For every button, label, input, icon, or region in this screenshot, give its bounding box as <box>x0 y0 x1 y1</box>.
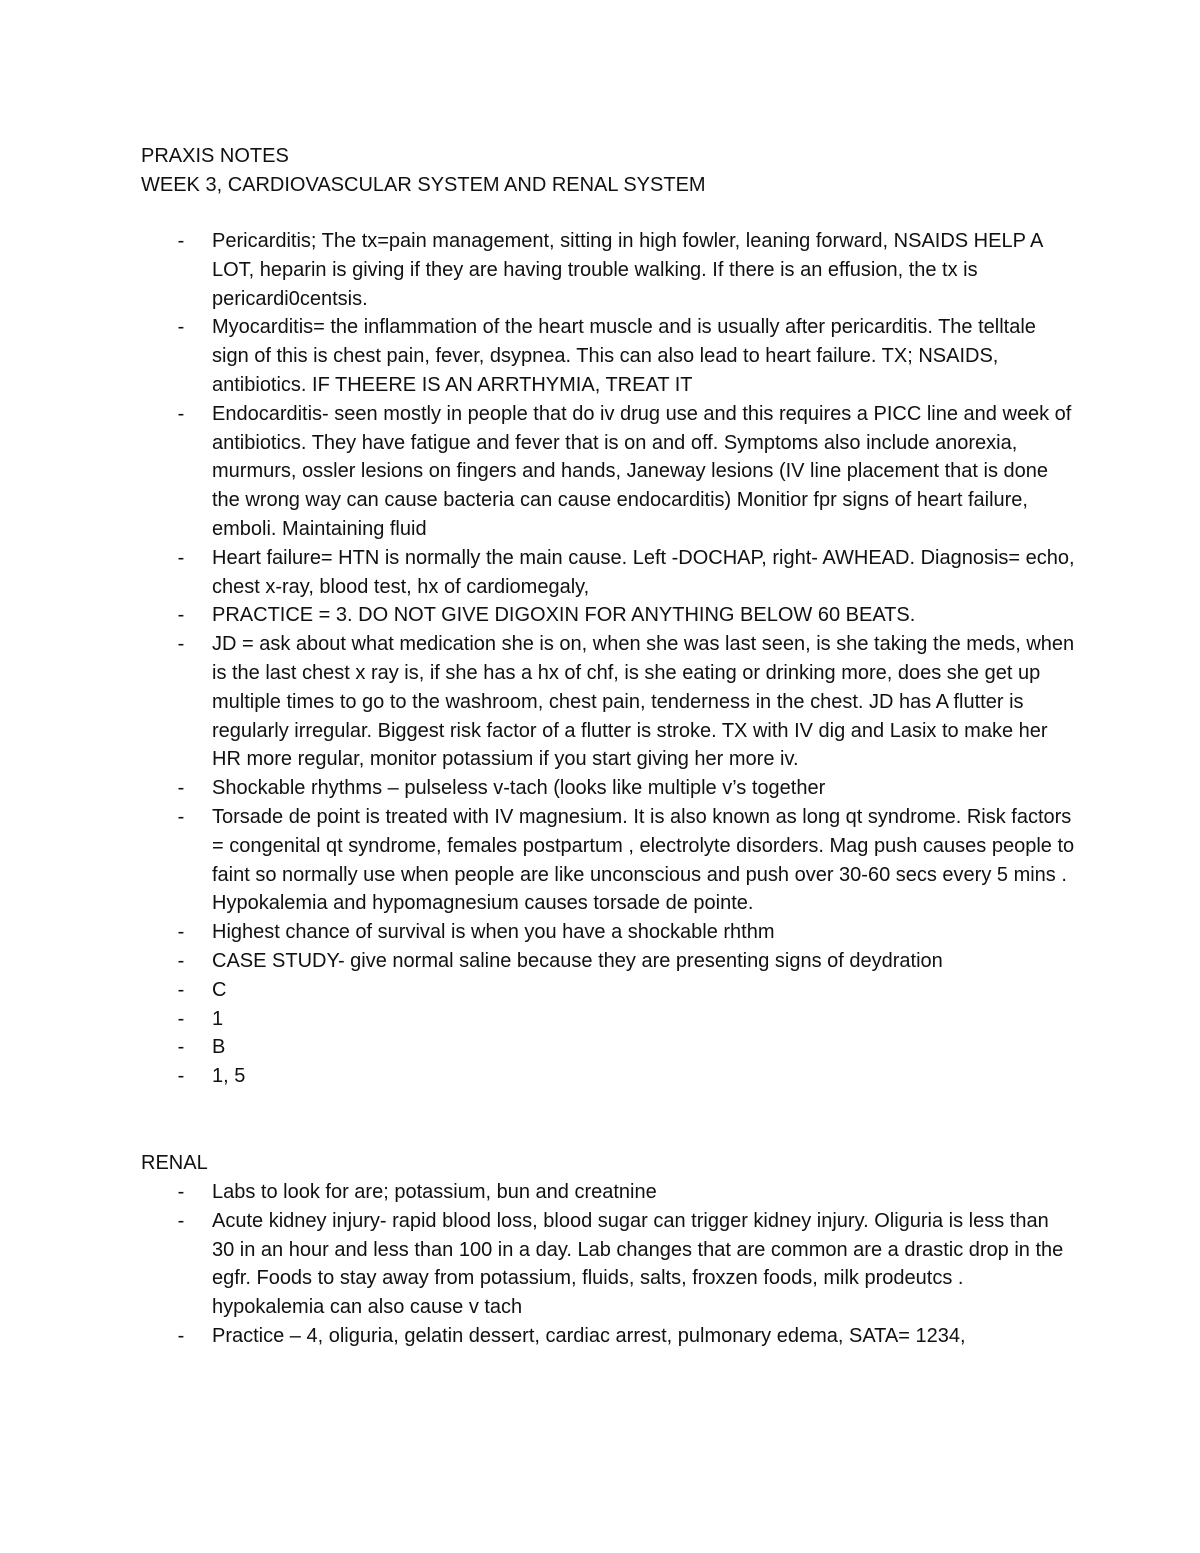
document-title: PRAXIS NOTES <box>141 145 289 167</box>
list-item <box>141 774 1076 803</box>
bullet-dash: - <box>177 1036 185 1059</box>
bullet-dash: - <box>177 921 185 944</box>
list-item-text: PRACTICE = 3. DO NOT GIVE DIGOXIN FOR ANYTHING BELOW 60 BEATS. <box>212 604 916 627</box>
bullet-dash: - <box>177 230 185 252</box>
cardio-notes-list <box>141 227 1076 1091</box>
list-item <box>141 630 1076 774</box>
bullet-dash: - <box>177 633 185 656</box>
list-item <box>141 544 1076 602</box>
bullet-dash: - <box>177 949 185 972</box>
renal-notes-list <box>141 1178 1076 1351</box>
list-item-text: 1 <box>212 1007 224 1030</box>
bullet-dash: - <box>177 604 185 627</box>
section-gap <box>141 1091 1076 1149</box>
list-item-text: CASE STUDY- give normal saline because they are presenting signs of deydration <box>212 949 943 972</box>
document-subtitle: WEEK 3, CARDIOVASCULAR SYSTEM AND RENAL SYSTEM <box>141 174 706 196</box>
spacer <box>141 200 1076 227</box>
bullet-dash: - <box>177 1209 185 1232</box>
list-item-text: Highest chance of survival is when you have a shockable rhthm <box>212 921 775 944</box>
list-item-text: Torsade de point is treated with IV magnesium. It is also known as long qt syndrome. Risk factors = congenital qt syndrome, females postpartum , electrolyte disorders. Mag push causes people to faint so normally use when people are like unconscious and push over 30-60 secs every 5 mins . Hypokalemia and hypomagnesium causes torsade de pointe. <box>212 805 1075 915</box>
list-item <box>141 313 1076 399</box>
list-item-text: Shockable rhythms – pulseless v-tach (looks like multiple v’s together <box>212 777 826 800</box>
bullet-dash: - <box>177 1007 185 1030</box>
list-item-text: B <box>212 1036 226 1059</box>
list-item-text: 1, 5 <box>212 1065 246 1088</box>
bullet-dash: - <box>177 1324 185 1347</box>
list-item <box>141 227 1076 313</box>
renal-section-heading: RENAL <box>141 1151 208 1174</box>
list-item <box>141 1033 1076 1062</box>
list-item <box>141 1322 1076 1351</box>
bullet-dash: - <box>177 546 185 569</box>
list-item-text: Pericarditis; The tx=pain management, sitting in high fowler, leaning forward, NSAIDS HELP A LOT, heparin is giving if they are having trouble walking. If there is an effusion, the tx is pericardi0centsis. <box>212 230 1043 310</box>
bullet-dash: - <box>177 402 185 425</box>
bullet-dash: - <box>177 978 185 1001</box>
list-item-text: Labs to look for are; potassium, bun and creatnine <box>212 1180 657 1203</box>
list-item-text: JD = ask about what medication she is on, when she was last seen, is she taking the meds, when is the last chest x ray is, if she has a hx of chf, is she eating or drinking more, does she get up multiple times to go to the washroom, chest pain, tenderness in the chest. JD has A flutter is regularly irregular. Biggest risk factor of a flutter is stroke. TX with IV dig and Lasix to make her HR more regular, monitor potassium if you start giving her more iv. <box>212 633 1075 771</box>
list-item-text: Acute kidney injury- rapid blood loss, blood sugar can trigger kidney injury. Oliguria is less than 30 in an hour and less than 100 in a day. Lab changes that are common are a drastic drop in the egfr. Foods to stay away from potassium, fluids, salts, froxzen foods, milk prodeutcs . hypokalemia can also cause v tach <box>212 1209 1064 1319</box>
list-item-text: Practice – 4, oliguria, gelatin dessert, cardiac arrest, pulmonary edema, SATA= 1234, <box>212 1324 966 1347</box>
list-item <box>141 947 1076 976</box>
list-item <box>141 1062 1076 1091</box>
bullet-dash: - <box>177 1180 185 1203</box>
list-item <box>141 1178 1076 1207</box>
document-page <box>141 142 1076 1351</box>
list-item <box>141 1005 1076 1034</box>
list-item-text: C <box>212 978 227 1001</box>
list-item <box>141 803 1076 918</box>
list-item-text: Myocarditis= the inflammation of the heart muscle and is usually after pericarditis. The telltale sign of this is chest pain, fever, dsypnea. This can also lead to heart failure. TX; NSAIDS, antibiotics. IF THEERE IS AN ARRTHYMIA, TREAT IT <box>212 316 1036 396</box>
list-item <box>141 976 1076 1005</box>
list-item <box>141 400 1076 544</box>
list-item <box>141 601 1076 630</box>
list-item <box>141 918 1076 947</box>
bullet-dash: - <box>177 805 185 828</box>
list-item <box>141 1207 1076 1322</box>
bullet-dash: - <box>177 1065 185 1088</box>
list-item-text: Endocarditis- seen mostly in people that do iv drug use and this requires a PICC line and week of antibiotics. They have fatigue and fever that is on and off. Symptoms also include anorexia, murmurs, ossler lesions on fingers and hands, Janeway lesions (IV line placement that is done the wrong way can cause bacteria can cause endocarditis) Monitior fpr signs of heart failure, emboli. Maintaining fluid <box>212 402 1072 540</box>
bullet-dash: - <box>177 777 185 800</box>
list-item-text: Heart failure= HTN is normally the main cause. Left -DOCHAP, right- AWHEAD. Diagnosis= echo, chest x-ray, blood test, hx of cardiomegaly, <box>212 546 1075 598</box>
bullet-dash: - <box>177 316 185 339</box>
